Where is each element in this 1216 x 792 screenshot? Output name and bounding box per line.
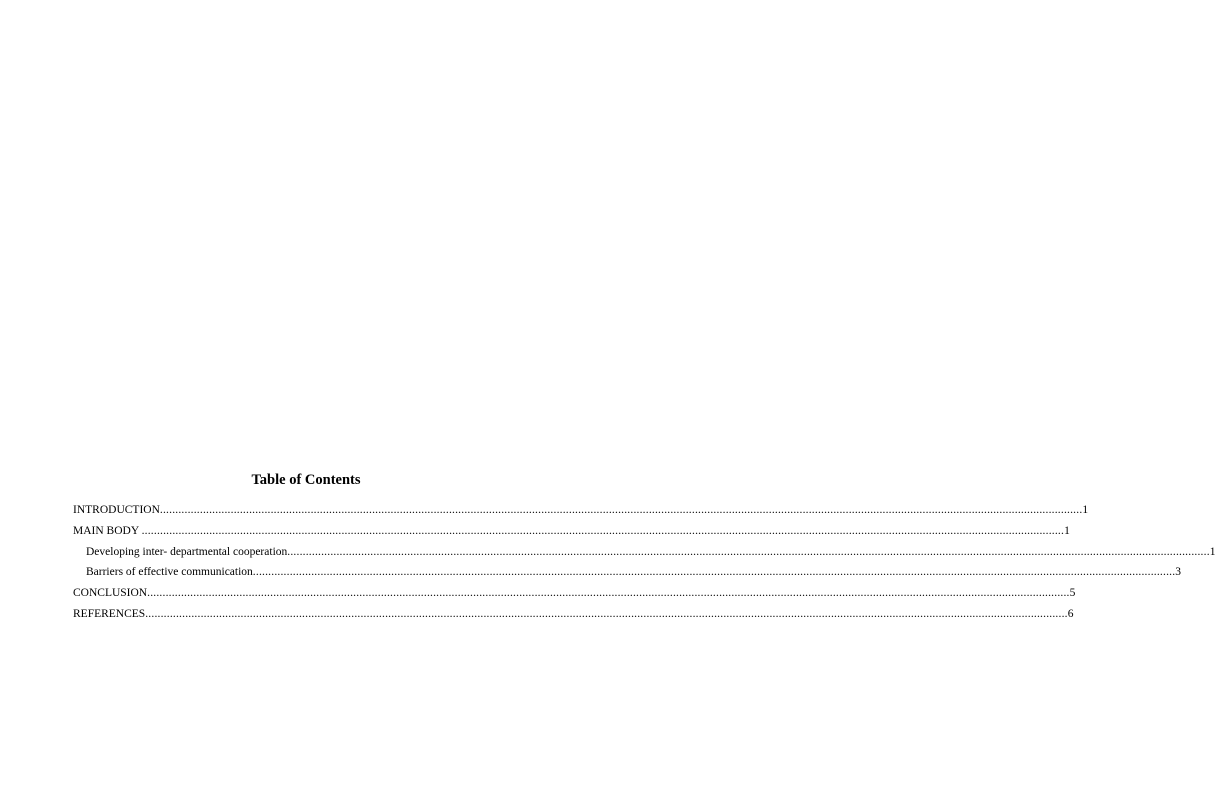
toc-entry-label: Developing inter- departmental cooperation: [86, 545, 288, 558]
toc-entry-label: Barriers of effective communication: [86, 566, 253, 579]
toc-leader-dots: ............................................................................................................................................................................................................................................................................................................: [145, 607, 1068, 620]
toc-leader-dots: ............................................................................................................................................................................................................................................................................................................: [147, 587, 1070, 600]
toc-leader-dots: ............................................................................................................................................................................................................................................................................................................: [252, 566, 1176, 579]
toc-page-number: 1: [1082, 504, 1089, 516]
toc-leader-dots: ............................................................................................................................................................................................................................................................................................................: [159, 504, 1083, 516]
toc-entry-developing-cooperation[interactable]: [73, 542, 1216, 563]
toc-leader-dots: ............................................................................................................................................................................................................................................................................................................: [287, 545, 1210, 558]
toc-entry-label: REFERENCES: [73, 607, 146, 620]
toc-page-number: 5: [1069, 587, 1076, 600]
toc-entry-conclusion[interactable]: [73, 583, 1076, 604]
toc-entry-barriers-communication[interactable]: [73, 562, 1182, 583]
toc-entry-main-body[interactable]: [73, 521, 1070, 542]
toc-page-number: 1: [1064, 524, 1070, 537]
toc-title: Table of Contents: [251, 472, 361, 488]
toc-entry-label: INTRODUCTION: [73, 504, 160, 516]
toc-page-number: 1: [1209, 545, 1216, 558]
toc-page-number: 6: [1067, 607, 1074, 620]
table-of-contents: [73, 500, 1216, 625]
toc-entry-introduction[interactable]: [73, 500, 1089, 521]
toc-entry-label: CONCLUSION: [73, 587, 148, 600]
toc-entry-label: MAIN BODY: [73, 524, 142, 537]
toc-leader-dots: ............................................................................................................................................................................................................................................................................................................: [141, 524, 1065, 537]
toc-page-number: 3: [1175, 566, 1182, 579]
toc-entry-references[interactable]: [73, 604, 1074, 625]
